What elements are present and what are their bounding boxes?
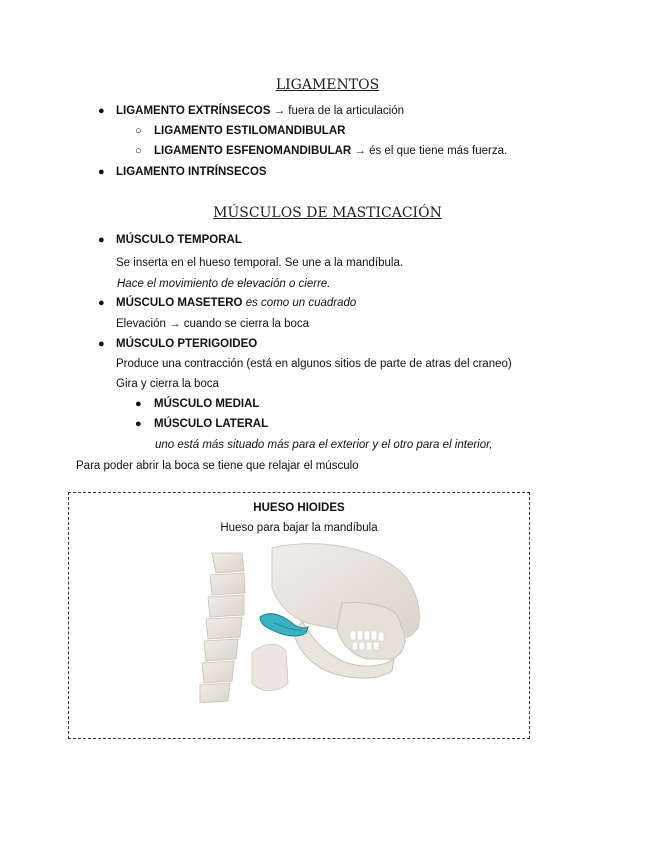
bullet-icon: ●: [98, 338, 105, 350]
heading-ligamentos: LIGAMENTOS: [275, 77, 380, 93]
lateral-title: MÚSCULO LATERAL: [154, 418, 269, 430]
box-title: HUESO HIOIDES: [253, 502, 345, 514]
bullet-icon: ●: [98, 297, 105, 309]
bullet-icon: ●: [135, 398, 142, 410]
bullet-icon: ●: [98, 234, 105, 246]
temporal-title: MÚSCULO TEMPORAL: [116, 234, 242, 246]
item-text: → fuera de la articulación: [270, 105, 405, 117]
medial-title: MÚSCULO MEDIAL: [154, 398, 260, 410]
temporal-text: Se inserta en el hueso temporal. Se une a la mandíbula.: [116, 257, 404, 269]
list-item: [116, 104, 404, 118]
masetero-item: [116, 296, 356, 310]
list-item: [154, 124, 345, 138]
item-label: LIGAMENTO EXTRÍNSECOS: [116, 105, 271, 117]
item-text: → és el que tiene más fuerza.: [351, 145, 508, 157]
circle-bullet-icon: ○: [135, 125, 142, 137]
masetero-title: MÚSCULO MASETERO: [116, 297, 243, 309]
bullet-icon: ●: [98, 166, 105, 178]
closing-text: Para poder abrir la boca se tiene que relajar el músculo: [76, 460, 359, 472]
masetero-text: Elevación → cuando se cierra la boca: [116, 318, 310, 330]
temporal-note: Hace el movimiento de elevación o cierre.: [117, 278, 331, 290]
pterigoideo-note: uno está más situado más para el exterior y el otro para el interior,: [155, 439, 493, 451]
item-label: LIGAMENTO ESTILOMANDIBULAR: [154, 125, 346, 137]
heading-musculos: MÚSCULOS DE MASTICACIÓN: [213, 205, 442, 221]
pterigoideo-text: Produce una contracción (está en algunos sitios de parte de atras del craneo): [116, 358, 512, 370]
item-label: LIGAMENTO ESFENOMANDIBULAR: [154, 145, 352, 157]
item-label: LIGAMENTO INTRÍNSECOS: [116, 166, 267, 178]
list-item: [116, 165, 267, 179]
bullet-icon: ●: [98, 105, 105, 117]
pterigoideo-text-2: Gira y cierra la boca: [116, 378, 219, 390]
masetero-note: es como un cuadrado: [245, 297, 357, 309]
hioides-box: [68, 492, 530, 739]
box-subtitle: Hueso para bajar la mandíbula: [220, 522, 378, 534]
bullet-icon: ●: [135, 418, 142, 430]
pterigoideo-title: MÚSCULO PTERIGOIDEO: [116, 338, 258, 350]
skull-hyoid-illustration: [182, 543, 436, 703]
circle-bullet-icon: ○: [135, 145, 142, 157]
list-item: [154, 144, 507, 158]
